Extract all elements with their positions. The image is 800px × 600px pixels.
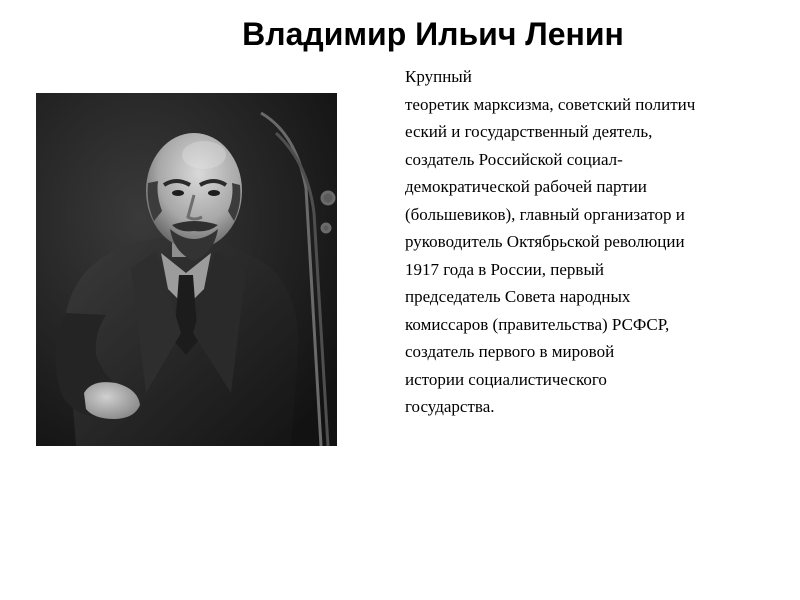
portrait-illustration (36, 93, 337, 446)
bio-line: (большевиков), главный организатор и (405, 204, 685, 224)
biography-text (405, 63, 765, 421)
bio-line: истории социалистического (405, 369, 607, 389)
bio-line: государства. (405, 397, 495, 416)
portrait-photo (36, 93, 337, 446)
bio-line: 1917 года в России, первый (405, 259, 604, 279)
bio-line: Крупный (405, 67, 472, 86)
bio-line: теоретик марксизма, советский политич (405, 94, 696, 114)
bio-line: демократической рабочей партии (405, 177, 647, 196)
left-eye (172, 190, 184, 196)
bio-line: комиссаров (правительства) РСФСР, (405, 314, 670, 334)
bio-line: еский и государственный деятель, (405, 122, 653, 141)
bio-line: создатель Российской социал- (405, 149, 623, 169)
page-title: Владимир Ильич Ленин (242, 16, 624, 52)
right-eye (208, 190, 220, 196)
bio-line: председатель Совета народных (405, 287, 631, 306)
forehead-highlight (182, 141, 226, 169)
bio-line: создатель первого в мировой (405, 342, 615, 361)
bio-line: руководитель Октябрьской революции (405, 232, 685, 251)
